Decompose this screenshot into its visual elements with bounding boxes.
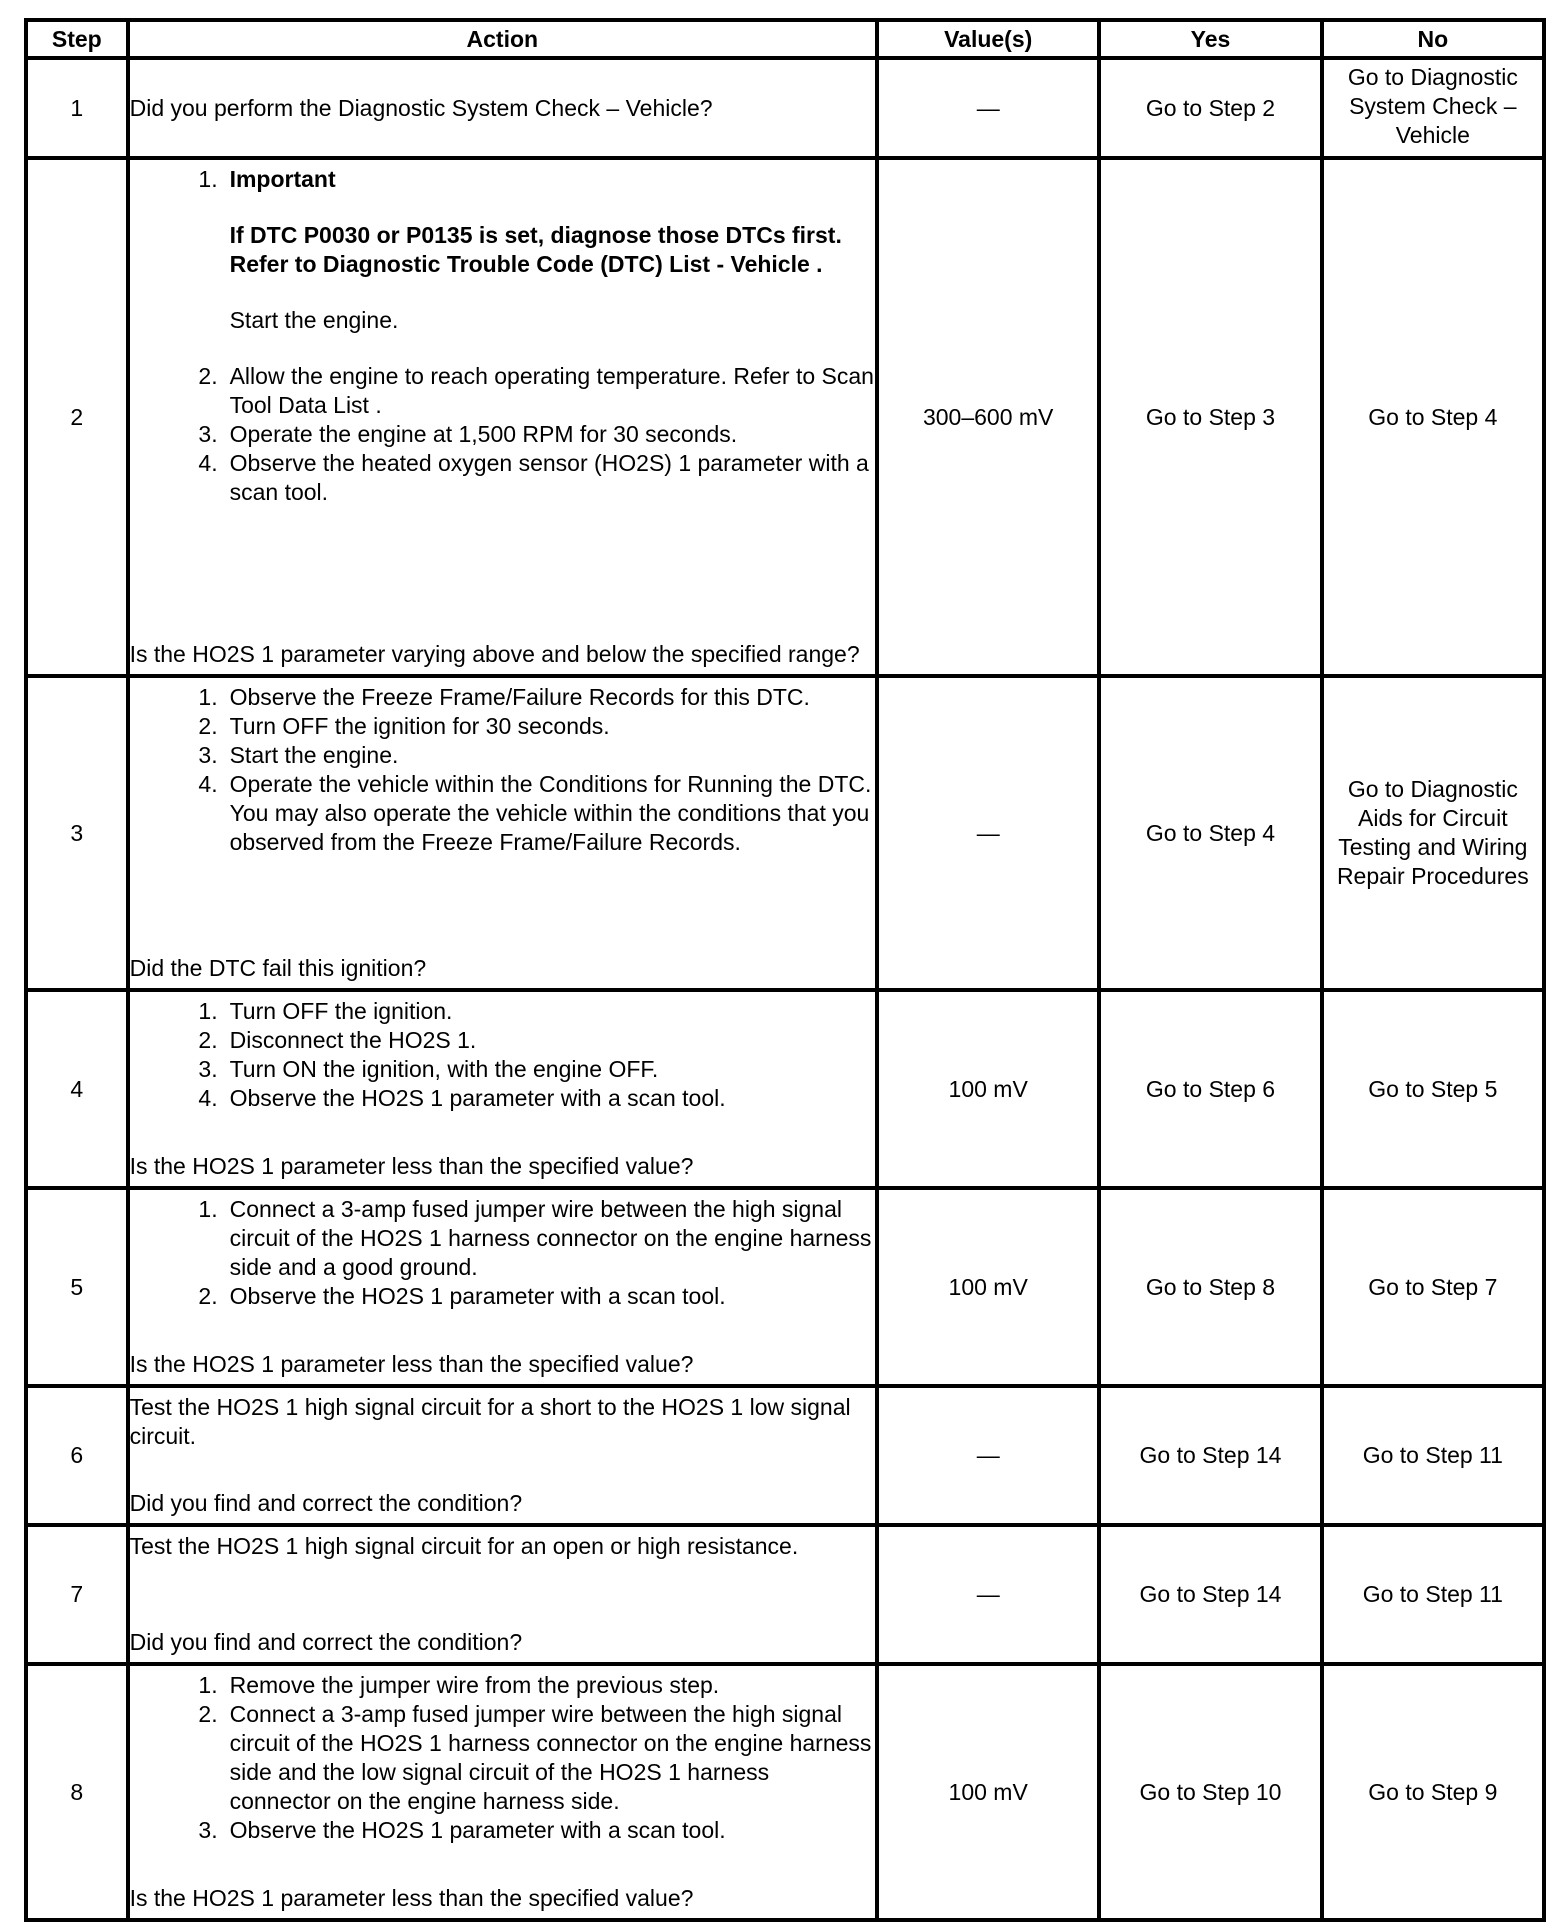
yes-cell: Go to Step 10 — [1099, 1664, 1321, 1920]
action-steps-list — [130, 997, 875, 1113]
important-note: If DTC P0030 or P0135 is set, diagnose those DTCs first. Refer to Diagnostic Trouble Code (DTC) List - Vehicle . — [229, 222, 842, 277]
header-row — [26, 20, 1544, 58]
yes-cell: Go to Step 14 — [1099, 1525, 1321, 1664]
action-cell — [128, 1525, 877, 1664]
value-cell: — — [877, 1525, 1099, 1664]
no-cell: Go to Step 9 — [1322, 1664, 1544, 1920]
important-title: Important — [229, 166, 336, 192]
header-no: No — [1322, 20, 1544, 58]
step-number: 4 — [26, 990, 128, 1188]
action-text: Did you perform the Diagnostic System Check – Vehicle? — [129, 94, 713, 121]
table-row — [26, 1525, 1544, 1664]
action-question: Is the HO2S 1 parameter less than the specified value? — [129, 1153, 694, 1179]
table-row — [26, 676, 1544, 990]
table-row — [26, 58, 1544, 158]
value-cell: — — [877, 1386, 1099, 1525]
value-cell: 100 mV — [877, 990, 1099, 1188]
action-cell — [128, 58, 877, 158]
step-number: 8 — [26, 1664, 128, 1920]
list-item: 1. Remove the jumper wire from the previous step. — [198, 1672, 720, 1698]
list-item: 3. Turn ON the ignition, with the engine OFF. — [198, 1056, 659, 1082]
header-yes: Yes — [1099, 20, 1321, 58]
action-question: Is the HO2S 1 parameter less than the specified value? — [129, 1351, 694, 1377]
value-cell: 300–600 mV — [877, 158, 1099, 676]
yes-cell: Go to Step 6 — [1099, 990, 1321, 1188]
table-row — [26, 1664, 1544, 1920]
yes-cell: Go to Step 2 — [1099, 58, 1321, 158]
table-row — [26, 158, 1544, 676]
list-item: 1. Connect a 3-amp fused jumper wire between the high signal circuit of the HO2S 1 harness connector on the engine harness side and a good ground. — [198, 1196, 872, 1280]
list-item: 1. Observe the Freeze Frame/Failure Records for this DTC. — [198, 684, 810, 710]
action-cell — [128, 676, 877, 990]
action-question: Did you find and correct the condition? — [129, 1490, 523, 1516]
yes-cell: Go to Step 4 — [1099, 676, 1321, 990]
list-item: 3. Observe the HO2S 1 parameter with a scan tool. — [198, 1817, 726, 1843]
yes-cell: Go to Step 3 — [1099, 158, 1321, 676]
list-item: 2. Allow the engine to reach operating temperature. Refer to Scan Tool Data List . — [198, 363, 874, 418]
value-cell: 100 mV — [877, 1664, 1099, 1920]
no-cell: Go to Diagnostic Aids for Circuit Testing and Wiring Repair Procedures — [1322, 676, 1544, 990]
table-row — [26, 1188, 1544, 1386]
header-step: Step — [26, 20, 128, 58]
yes-cell: Go to Step 14 — [1099, 1386, 1321, 1525]
no-cell: Go to Step 4 — [1322, 158, 1544, 676]
list-item: 3. Operate the engine at 1,500 RPM for 30 seconds. — [198, 421, 738, 447]
action-steps-list — [130, 1195, 875, 1311]
list-item: 2. Turn OFF the ignition for 30 seconds. — [198, 713, 610, 739]
action-question: Is the HO2S 1 parameter varying above and below the specified range? — [129, 641, 860, 667]
no-cell: Go to Step 7 — [1322, 1188, 1544, 1386]
step-number: 5 — [26, 1188, 128, 1386]
action-question: Did the DTC fail this ignition? — [129, 955, 427, 981]
list-item: 2. Connect a 3-amp fused jumper wire between the high signal circuit of the HO2S 1 harness connector on the engine harness side and the low signal circuit of the HO2S 1 harness connector on the engine harness side. — [198, 1701, 872, 1814]
action-text: Test the HO2S 1 high signal circuit for a short to the HO2S 1 low signal circuit. — [129, 1394, 851, 1449]
list-item: 4. Observe the HO2S 1 parameter with a scan tool. — [198, 1085, 726, 1111]
no-cell: Go to Step 11 — [1322, 1525, 1544, 1664]
step-number: 2 — [26, 158, 128, 676]
value-cell: 100 mV — [877, 1188, 1099, 1386]
header-values: Value(s) — [877, 20, 1099, 58]
action-question: Did you find and correct the condition? — [129, 1629, 523, 1655]
action-question: Is the HO2S 1 parameter less than the specified value? — [129, 1885, 694, 1911]
value-cell: — — [877, 676, 1099, 990]
action-steps-list — [130, 165, 875, 507]
action-text: Test the HO2S 1 high signal circuit for an open or high resistance. — [129, 1533, 799, 1559]
list-item: 2. Disconnect the HO2S 1. — [198, 1027, 477, 1053]
step-number: 6 — [26, 1386, 128, 1525]
value-cell: — — [877, 58, 1099, 158]
step-number: 7 — [26, 1525, 128, 1664]
start-engine-text: Start the engine. — [229, 307, 399, 333]
step-number: 1 — [26, 58, 128, 158]
yes-cell: Go to Step 8 — [1099, 1188, 1321, 1386]
list-item: 1. Important If DTC P0030 or P0135 is set, diagnose those DTCs first. Refer to Diagnostic Trouble Code (DTC) List - Vehicle . Start the engine. — [130, 165, 875, 335]
step-number: 3 — [26, 676, 128, 990]
no-cell: Go to Step 5 — [1322, 990, 1544, 1188]
action-cell — [128, 1386, 877, 1525]
action-cell — [128, 158, 877, 676]
list-item: 1. Turn OFF the ignition. — [198, 998, 453, 1024]
list-item: 4. Operate the vehicle within the Conditions for Running the DTC. You may also operate the vehicle within the conditions that you observed from the Freeze Frame/Failure Records. — [198, 771, 872, 855]
action-steps-list — [130, 1671, 875, 1845]
action-cell — [128, 1188, 877, 1386]
header-action: Action — [128, 20, 877, 58]
action-cell — [128, 990, 877, 1188]
no-cell: Go to Step 11 — [1322, 1386, 1544, 1525]
list-item: 4. Observe the heated oxygen sensor (HO2S) 1 parameter with a scan tool. — [198, 450, 869, 505]
no-cell: Go to Diagnostic System Check – Vehicle — [1322, 58, 1544, 158]
action-steps-list — [130, 683, 875, 857]
table-row — [26, 1386, 1544, 1525]
table-row — [26, 990, 1544, 1188]
diagnostic-table — [24, 18, 1546, 1922]
action-cell — [128, 1664, 877, 1920]
list-item: 3. Start the engine. — [198, 742, 399, 768]
list-item: 2. Observe the HO2S 1 parameter with a scan tool. — [198, 1283, 726, 1309]
